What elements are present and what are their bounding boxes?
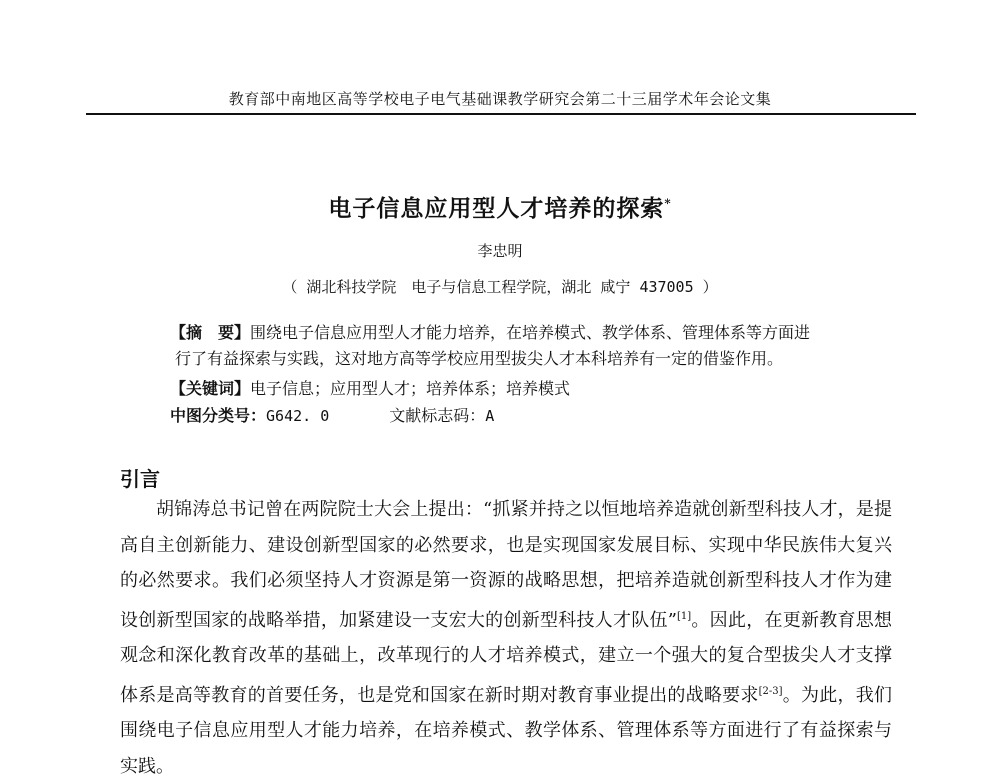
running-header: 教育部中南地区高等学校电子电气基础课教学研究会第二十三届学术年会论文集 [228, 90, 772, 108]
doc-code-value: A [485, 407, 495, 425]
title-footnote-mark: * [664, 196, 672, 211]
paragraph-text-a: 胡锦涛总书记曾在两院院士大会上提出：“抓紧并持之以恒地培养造就创新型科技人才，是提高自主创新能力、建设创新型国家的必然要求，也是实现国家发展目标、实现中华民族伟大复兴的必然要求。我们必须坚持人才资源是第一资源的战略思想，把培养造就创新型科技人才作为建设创新型国家的战略举措，加紧建设一支宏大的创新型科技人才队伍” [120, 499, 892, 631]
clc-label: 中图分类号： [170, 406, 267, 425]
abstract-text-1: 围绕电子信息应用型人才能力培养，在培养模式、教学体系、管理体系等方面进 [250, 323, 811, 342]
keywords-label: 【关键词】 [170, 379, 251, 398]
paper-title [0, 190, 1000, 223]
abstract [170, 320, 870, 372]
header-divider [86, 113, 916, 115]
abstract-text-2: 行了有益探索与实践，这对地方高等学校应用型拔尖人才本科培养有一定的借鉴作用。 [175, 349, 784, 368]
citation-ref: [2-3] [758, 685, 783, 697]
section-heading-intro: 引言 [120, 467, 160, 491]
author-affiliation: （ 湖北科技学院 电子与信息工程学院，湖北 咸宁 437005 ） [282, 278, 718, 296]
paragraph [120, 492, 892, 784]
classification-line [170, 403, 494, 426]
keywords [170, 376, 570, 399]
keywords-text: 电子信息；应用型人才；培养体系；培养模式 [250, 379, 571, 398]
citation-ref: [1] [676, 610, 692, 622]
abstract-label: 【摘 要】 [170, 323, 251, 342]
paragraph-text-c: 。为此，我们围绕电子信息应用型人才能力培养，在培养模式、教学体系、管理体系等方面进行了有益探索与实践。 [120, 684, 893, 777]
paper-title-text: 电子信息应用型人才培养的探索 [328, 195, 665, 222]
doc-code-label: 文献标志码： [389, 406, 486, 425]
paragraph-text-b: 。因此，在更新教育思想观念和深化教育改革的基础上，改革现行的人才培养模式，建立一个强大的复合型拔尖人才支撑体系是高等教育的首要任务，也是党和国家在新时期对教育事业提出的战略要求 [120, 609, 893, 706]
abstract-line-1 [170, 320, 870, 346]
body-text [120, 492, 892, 784]
author-name: 李忠明 [477, 242, 523, 260]
clc-value: G642. 0 [266, 407, 330, 425]
